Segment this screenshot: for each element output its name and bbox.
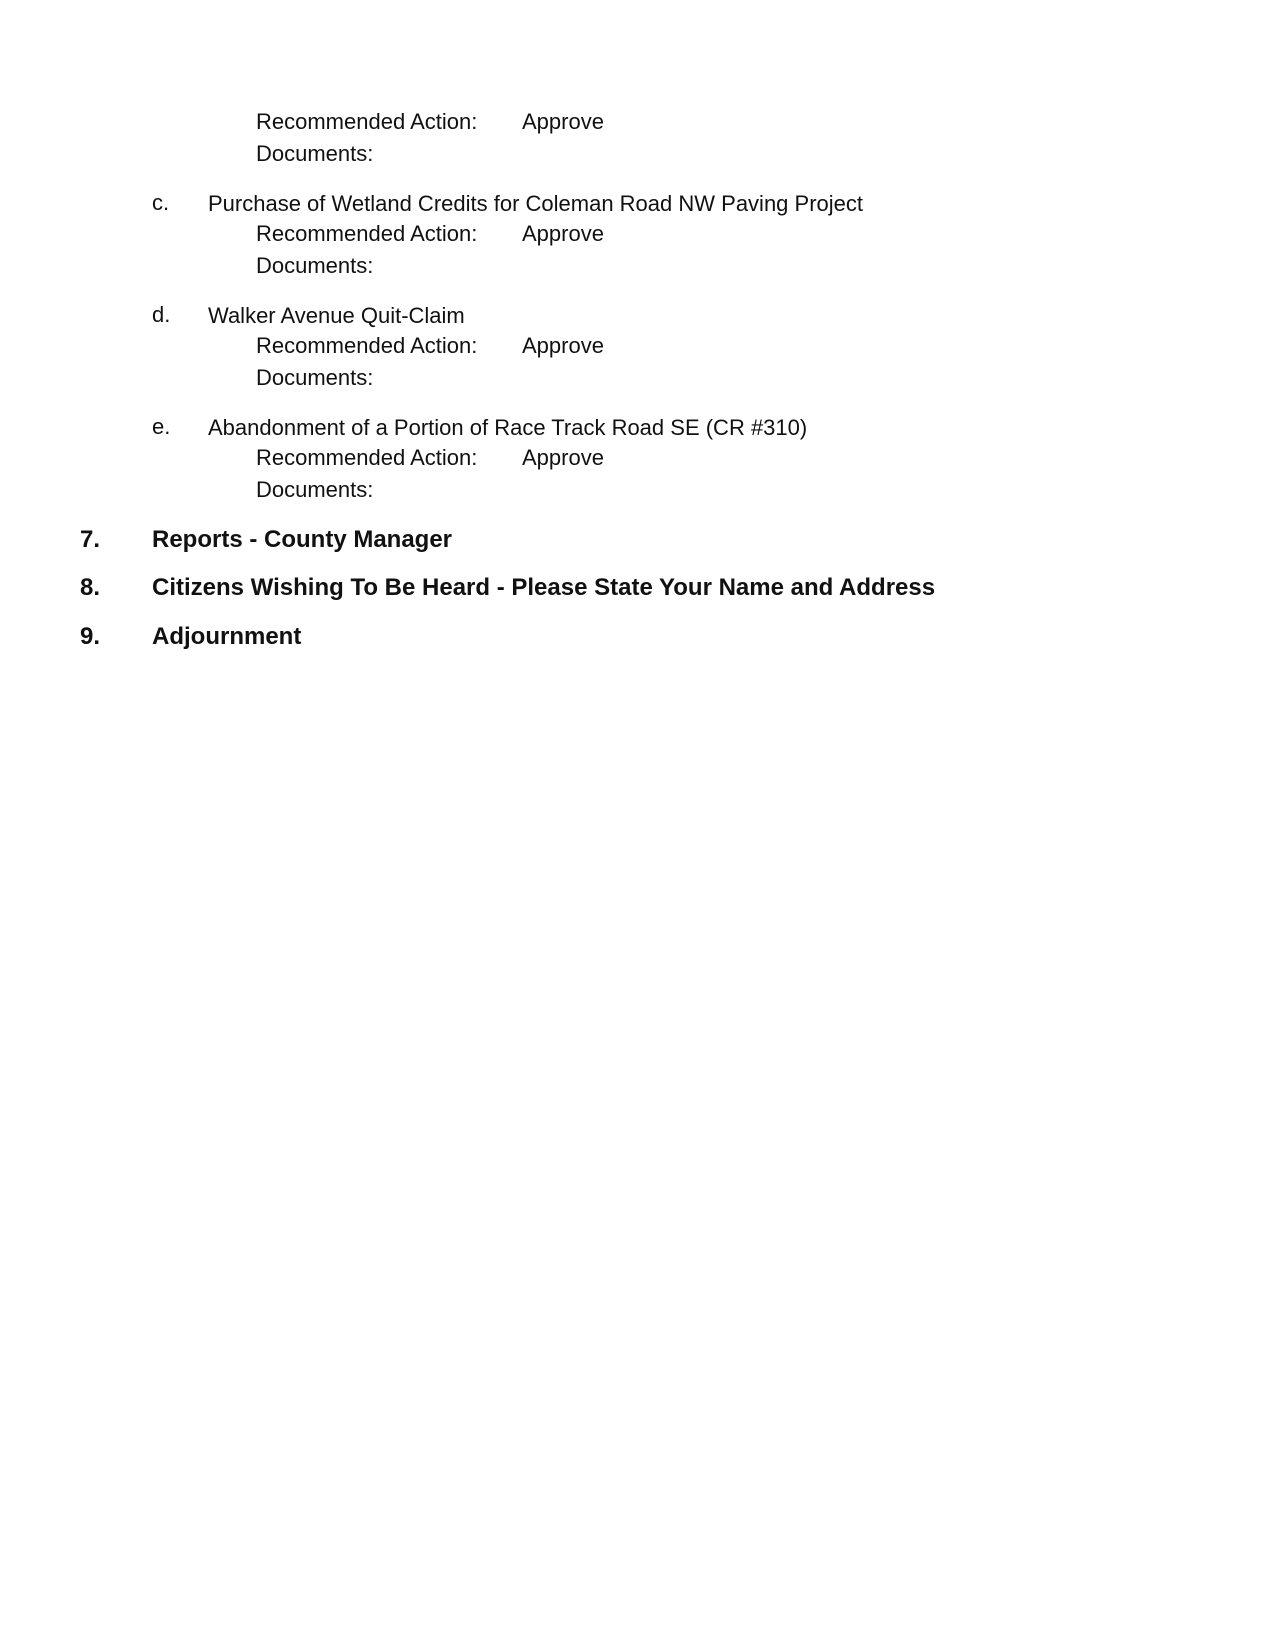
section-number: 9. bbox=[80, 623, 101, 650]
recommended-action-label: Recommended Action: bbox=[256, 445, 478, 470]
documents-label: Documents: bbox=[256, 141, 374, 166]
recommended-action-label: Recommended Action: bbox=[256, 221, 478, 246]
section-title-reports: Reports - County Manager bbox=[152, 526, 453, 553]
section-title-adjournment: Adjournment bbox=[152, 623, 302, 650]
documents-label: Documents: bbox=[256, 365, 374, 390]
recommended-action-label: Recommended Action: bbox=[256, 109, 478, 134]
documents-label: Documents: bbox=[256, 477, 374, 502]
section-number: 8. bbox=[80, 574, 101, 601]
subitem-title: Abandonment of a Portion of Race Track Road SE (CR #310) bbox=[208, 415, 808, 440]
section-title-citizens: Citizens Wishing To Be Heard - Please State Your Name and Address bbox=[152, 574, 936, 601]
subitem-letter: d. bbox=[152, 302, 171, 327]
recommended-action-value: Approve bbox=[522, 445, 604, 470]
recommended-action-value: Approve bbox=[522, 333, 604, 358]
recommended-action-value: Approve bbox=[522, 221, 604, 246]
subitem-letter: c. bbox=[152, 190, 170, 215]
documents-label: Documents: bbox=[256, 253, 374, 278]
recommended-action-label: Recommended Action: bbox=[256, 333, 478, 358]
subitem-letter: e. bbox=[152, 414, 171, 439]
recommended-action-value: Approve bbox=[522, 109, 604, 134]
subitem-title: Purchase of Wetland Credits for Coleman Road NW Paving Project bbox=[208, 191, 863, 216]
section-number: 7. bbox=[80, 526, 101, 553]
subitem-title: Walker Avenue Quit-Claim bbox=[208, 303, 465, 328]
